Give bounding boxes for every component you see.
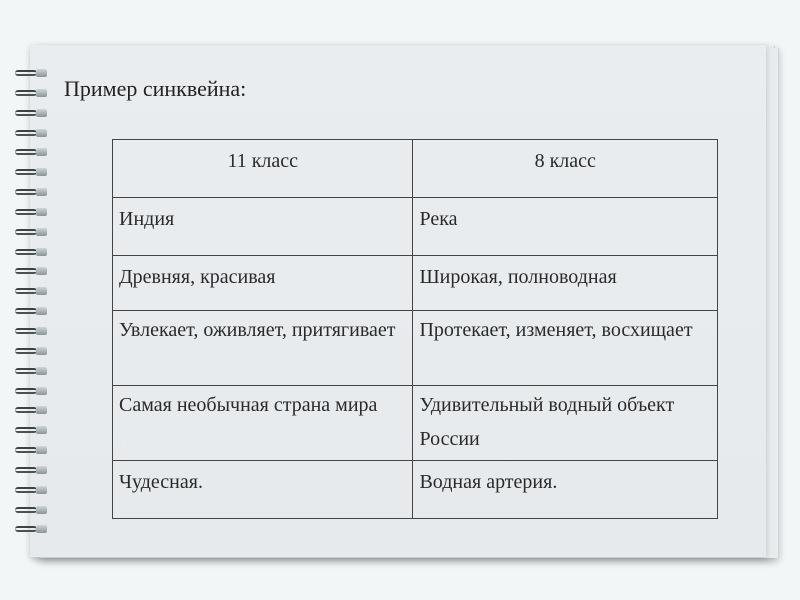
spiral-ring-icon [12,147,52,157]
spiral-ring-icon [12,108,52,118]
table-row [113,461,718,519]
cinquain-table [112,139,718,519]
spiral-ring-icon [12,227,52,237]
table-cell: Река [413,198,718,256]
header-grade-11: 11 класс [113,140,413,198]
spiral-ring-icon [12,386,52,396]
table-cell: Протекает, изменяет, восхищает [413,311,718,386]
table-cell: Водная артерия. [413,461,718,519]
table-cell: Увлекает, оживляет, притягивает [113,311,413,386]
table-cell: Самая необычная страна мира [113,386,413,461]
spiral-ring-icon [12,425,52,435]
spiral-ring-icon [12,346,52,356]
spiral-ring-icon [12,167,52,177]
spiral-ring-icon [12,266,52,276]
spiral-ring-icon [12,247,52,257]
spiral-ring-icon [12,485,52,495]
table-cell: Индия [113,198,413,256]
spiral-ring-icon [12,405,52,415]
spiral-ring-icon [12,68,52,78]
table-header-row [113,140,718,198]
spiral-ring-icon [12,524,52,534]
spiral-ring-icon [12,445,52,455]
spiral-ring-icon [12,326,52,336]
spiral-binding [12,68,52,544]
slide-title: Пример синквейна: [64,76,247,101]
table-cell: Древняя, красивая [113,256,413,311]
spiral-ring-icon [12,88,52,98]
table-row [113,386,718,461]
table-cell: Удивительный водный объект России [413,386,718,461]
spiral-ring-icon [12,128,52,138]
spiral-ring-icon [12,187,52,197]
table-row [113,256,718,311]
table-row [113,311,718,386]
spiral-ring-icon [12,505,52,515]
table-cell: Чудесная. [113,461,413,519]
table-row [113,198,718,256]
header-grade-8: 8 класс [413,140,718,198]
spiral-ring-icon [12,286,52,296]
spiral-ring-icon [12,306,52,316]
spiral-ring-icon [12,366,52,376]
table-cell: Широкая, полноводная [413,256,718,311]
spiral-ring-icon [12,207,52,217]
spiral-ring-icon [12,465,52,475]
